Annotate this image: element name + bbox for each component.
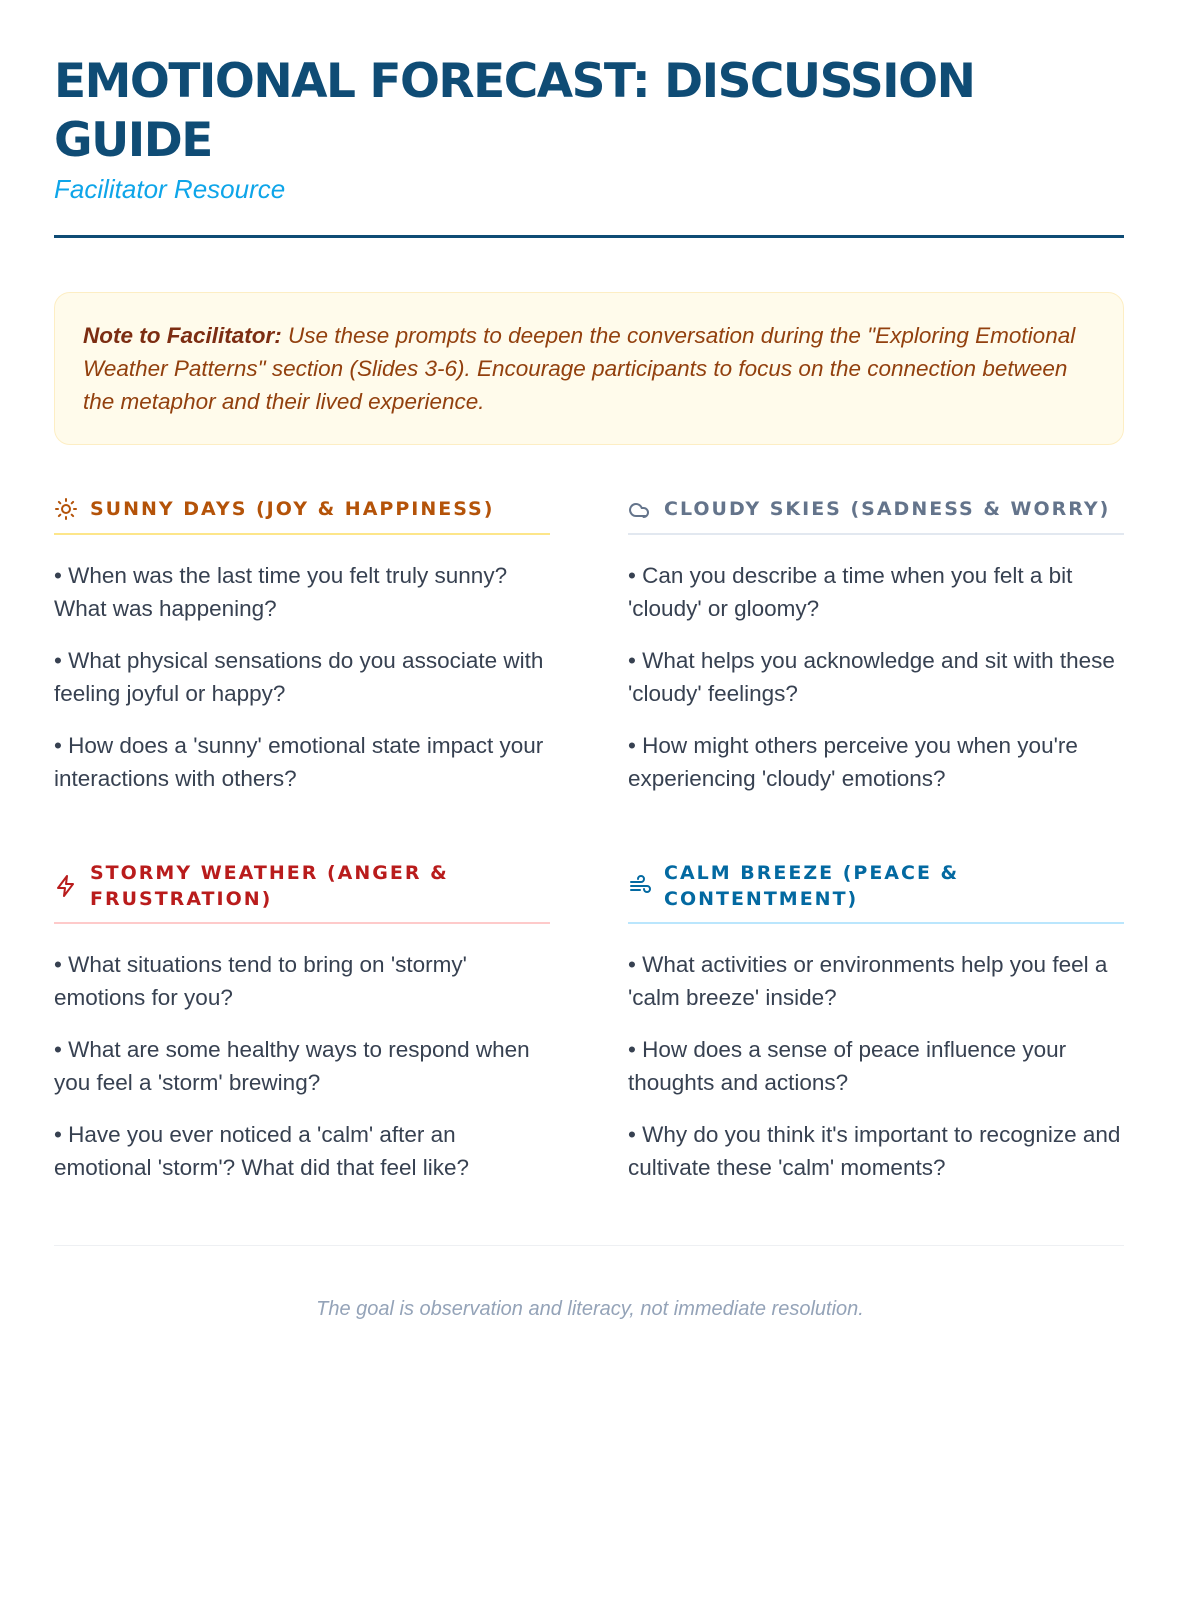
section-cloud bbox=[628, 495, 1124, 814]
page-title: EMOTIONAL FORECAST: DISCUSSION GUIDE bbox=[54, 54, 975, 168]
cloud-icon bbox=[628, 497, 652, 521]
prompt-item: • How does a 'sunny' emotional state impact your interactions with others? bbox=[54, 733, 544, 791]
prompt-item: • Have you ever noticed a 'calm' after an emotional 'storm'? What did that feel like? bbox=[54, 1122, 470, 1180]
prompt-item: • What situations tend to bring on 'stormy' emotions for you? bbox=[54, 952, 467, 1010]
section-title: STORMY WEATHER (ANGER & FRUSTRATION) bbox=[90, 862, 449, 910]
prompt-list bbox=[628, 559, 1124, 795]
footer-divider bbox=[54, 1245, 1124, 1246]
section-heading bbox=[628, 495, 1124, 535]
note-label: Note to Facilitator: bbox=[83, 323, 282, 348]
facilitator-note bbox=[54, 292, 1124, 445]
prompt-item: • How does a sense of peace influence your thoughts and actions? bbox=[628, 1037, 1067, 1095]
prompt-item: • What activities or environments help you feel a 'calm breeze' inside? bbox=[628, 952, 1108, 1010]
section-wind bbox=[628, 860, 1124, 1203]
prompt-item: • What helps you acknowledge and sit with these 'cloudy' feelings? bbox=[628, 648, 1115, 706]
section-heading bbox=[54, 495, 550, 535]
prompt-item: • Why do you think it's important to recognize and cultivate these 'calm' moments? bbox=[628, 1122, 1121, 1180]
page-subtitle: Facilitator Resource bbox=[54, 174, 286, 204]
prompt-item: • What physical sensations do you associate with feeling joyful or happy? bbox=[54, 648, 544, 706]
section-heading bbox=[54, 860, 550, 924]
section-grid bbox=[54, 495, 1124, 1203]
wind-icon bbox=[628, 874, 652, 898]
section-title: SUNNY DAYS (JOY & HAPPINESS) bbox=[90, 498, 495, 520]
section-sun bbox=[54, 495, 550, 814]
sun-icon bbox=[54, 497, 78, 521]
footer-text: The goal is observation and literacy, not immediate resolution. bbox=[316, 1298, 864, 1320]
lightning-icon bbox=[54, 874, 78, 898]
prompt-item: • Can you describe a time when you felt a bit 'cloudy' or gloomy? bbox=[628, 563, 1073, 621]
note-text: Use these prompts to deepen the conversation during the "Exploring Emotional Weather Patterns" section (Slides 3-6). Encourage participants to focus on the connection between the metaphor and their lived experience. bbox=[83, 323, 1076, 414]
section-heading bbox=[628, 860, 1124, 924]
prompt-item: • What are some healthy ways to respond when you feel a 'storm' brewing? bbox=[54, 1037, 530, 1095]
prompt-item: • How might others perceive you when you're experiencing 'cloudy' emotions? bbox=[628, 733, 1078, 791]
header-divider bbox=[54, 235, 1124, 238]
section-title: CALM BREEZE (PEACE & CONTENTMENT) bbox=[664, 862, 960, 910]
prompt-list bbox=[54, 559, 550, 795]
section-lightning bbox=[54, 860, 550, 1203]
prompt-list bbox=[628, 948, 1124, 1184]
prompt-item: • When was the last time you felt truly sunny? What was happening? bbox=[54, 563, 508, 621]
prompt-list bbox=[54, 948, 550, 1184]
section-title: CLOUDY SKIES (SADNESS & WORRY) bbox=[664, 498, 1111, 520]
